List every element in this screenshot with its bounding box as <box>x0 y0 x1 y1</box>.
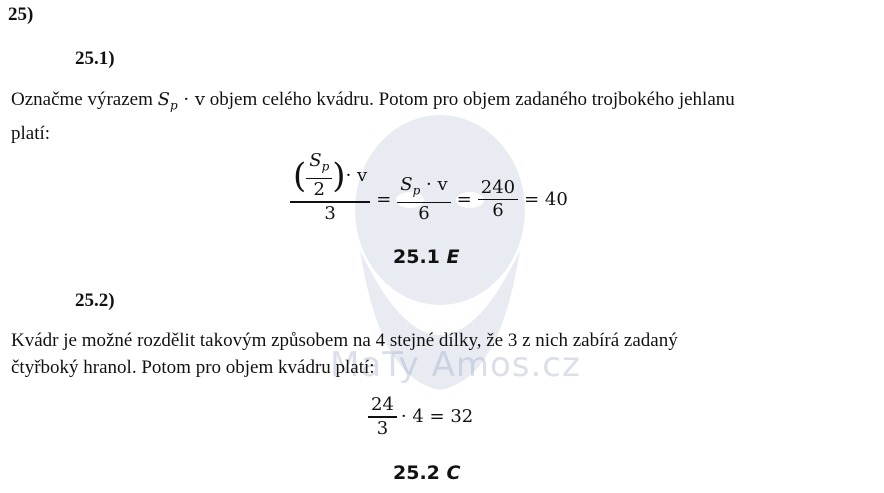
part1-text-line2: platí: <box>11 122 51 144</box>
part1-heading: 25.1) <box>75 48 115 69</box>
part1-answer: 25.1 E <box>393 246 460 268</box>
part2-equation: $\frac{24}{3}$ · 4 = 32 <box>368 394 473 440</box>
part1-text-a: Označme výrazem <box>11 89 158 110</box>
part2-text: Kvádr je možné rozdělit takovým způsobem na 4 stejné dílky, že 3 z nich zabírá zadaný čtyřboký hranol. Potom pro objem kvádru platí: <box>11 330 678 378</box>
part1-text <box>11 86 735 147</box>
big-fraction: ( $\frac{S_p}{2}$ ) · v 3 <box>290 150 370 225</box>
watermark-text: MaTy Amos.cz <box>330 345 581 385</box>
part1-equation: ( $\frac{S_p}{2}$ ) · v 3 = $\frac{S_p \cdot v}{6}$ = $\frac{240}{6}$ = 40 <box>290 150 568 225</box>
part2-heading: 25.2) <box>75 290 115 311</box>
part2-answer: 25.2 C <box>393 462 461 484</box>
part1-text-b: objem celého kvádru. Potom pro objem zadaného trojbokého jehlanu <box>205 89 735 110</box>
mid-fraction: $\frac{S_p \cdot v}{6}$ <box>397 174 450 225</box>
problem-number: 25) <box>8 4 34 25</box>
num-fraction: $\frac{240}{6}$ <box>478 177 518 223</box>
sp-symbol: $S_p \cdot v$ <box>157 89 206 113</box>
